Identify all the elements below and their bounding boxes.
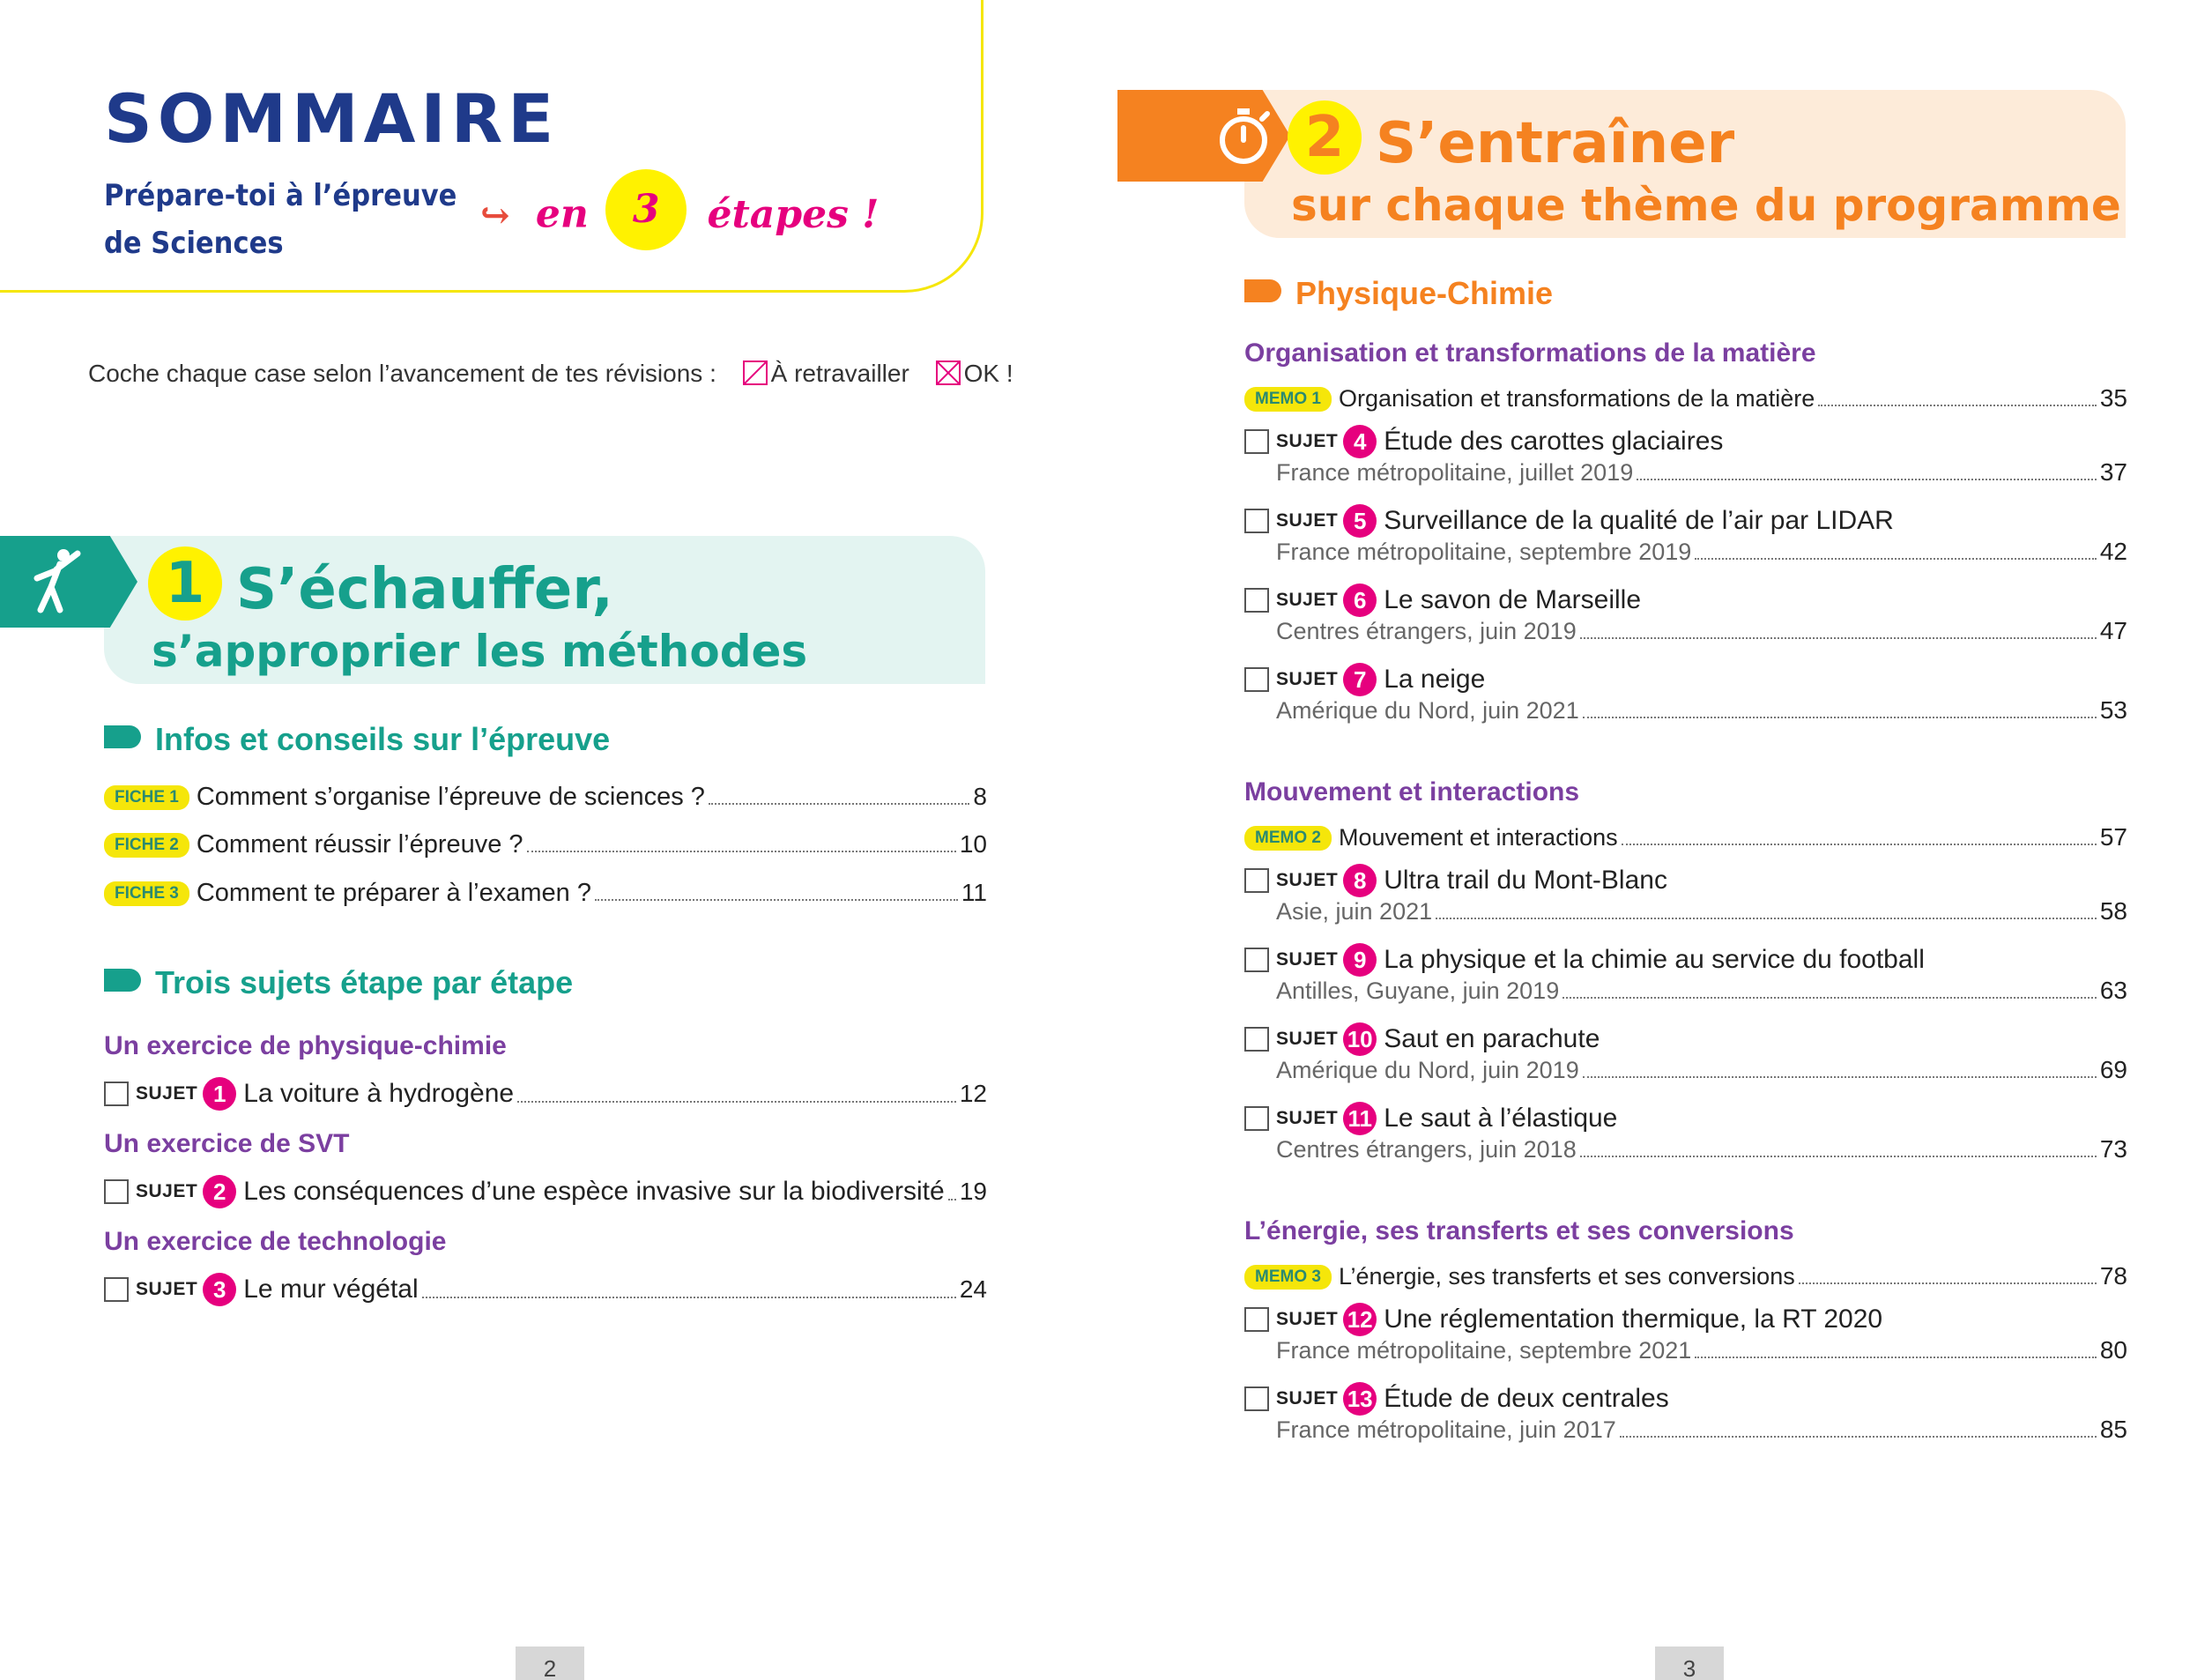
sujet-number: 4	[1343, 425, 1377, 458]
sujet-entry-11[interactable]	[1244, 1102, 2127, 1163]
stopwatch-icon	[1213, 105, 1274, 167]
legend-option1: À retravailler	[770, 360, 909, 387]
sujet-title-row	[1244, 1022, 2127, 1056]
sujet-checkbox[interactable]	[1244, 948, 1269, 972]
banner-title-line1: S’échauffer,	[236, 557, 613, 622]
sujet-number: 9	[1343, 943, 1377, 977]
subtitle	[104, 172, 474, 267]
memo-badge: MEMO 3	[1244, 1265, 1332, 1290]
sujet-label: SUJET	[1276, 510, 1339, 531]
page-number: 35	[2099, 384, 2127, 412]
sujet-checkbox[interactable]	[1244, 1307, 1269, 1332]
sujet-number: 3	[203, 1273, 236, 1306]
fiche-badge: FICHE 3	[104, 881, 189, 906]
section-infos-title	[104, 721, 610, 758]
sujet-entry-5[interactable]	[1244, 504, 2127, 566]
sujet-sub-row	[1244, 538, 2127, 566]
sujet-session: France métropolitaine, juillet 2019	[1276, 459, 1634, 486]
sujet-entry-13[interactable]	[1244, 1382, 2127, 1444]
sujet-entry-4[interactable]	[1244, 425, 2127, 487]
sujet-checkbox[interactable]	[1244, 429, 1269, 454]
sujet-sub-row	[1244, 458, 2127, 487]
dot-leader	[1622, 844, 2097, 845]
legend	[88, 360, 1013, 388]
memo-text: Organisation et transformations de la matière	[1338, 385, 1815, 412]
sujet-title: La neige	[1384, 665, 1486, 694]
page-number: 78	[2099, 1262, 2127, 1290]
fiche-badge: FICHE 1	[104, 785, 189, 810]
sujet-title-row	[1244, 584, 2127, 617]
sujet-entry-6[interactable]	[1244, 584, 2127, 645]
sujet-label: SUJET	[1276, 590, 1339, 610]
memo-badge: MEMO 1	[1244, 387, 1332, 412]
steps-prefix: en	[535, 191, 589, 237]
fiche-text: Comment s’organise l’épreuve de sciences ?	[196, 783, 705, 811]
sujet-title: Une réglementation thermique, la RT 2020	[1384, 1305, 1883, 1334]
curved-arrow-icon: ↪	[480, 194, 510, 236]
fiche-text: Comment te préparer à l’examen ?	[196, 879, 591, 907]
sujet-checkbox[interactable]	[104, 1277, 129, 1302]
dot-leader	[1637, 479, 2097, 480]
sujet-number: 10	[1343, 1022, 1377, 1056]
sujet-row-1[interactable]	[104, 1077, 987, 1111]
sujet-checkbox[interactable]	[104, 1082, 129, 1106]
dot-leader	[1563, 997, 2097, 999]
page-number: 8	[973, 783, 987, 810]
dot-leader	[1583, 717, 2097, 718]
dot-leader	[517, 1101, 956, 1103]
steps-number: 3	[605, 169, 687, 250]
sujet-entry-12[interactable]	[1244, 1303, 2127, 1364]
sujet-checkbox[interactable]	[1244, 588, 1269, 613]
page-number: 47	[2099, 617, 2127, 644]
section-physique-chimie-label: Physique-Chimie	[1295, 275, 1554, 311]
sujet-number: 2	[203, 1175, 236, 1208]
sujet-sub-row	[1244, 897, 2127, 925]
group-heading: Organisation et transformations de la matière	[1244, 338, 1816, 368]
sujet-label: SUJET	[1276, 949, 1339, 970]
sujet-title: Le saut à l’élastique	[1384, 1104, 1618, 1133]
page-number: 69	[2099, 1056, 2127, 1083]
page-number: 80	[2099, 1336, 2127, 1364]
page-number: 42	[2099, 538, 2127, 565]
sujet-title: Saut en parachute	[1384, 1024, 1600, 1053]
sujet-label: SUJET	[1276, 870, 1339, 890]
page-number: 24	[959, 1275, 987, 1303]
sujet-checkbox[interactable]	[1244, 667, 1269, 692]
page-number: 11	[961, 879, 987, 906]
section-physique-chimie-title	[1244, 275, 1553, 312]
fiche-text: Comment réussir l’épreuve ?	[196, 830, 523, 859]
sujet-label: SUJET	[136, 1279, 198, 1299]
memo-text: Mouvement et interactions	[1338, 824, 1618, 851]
banner-title-line2: s’approprier les méthodes	[152, 626, 808, 677]
sujet-title-row	[1244, 1102, 2127, 1135]
sujet-title: Ultra trail du Mont-Blanc	[1384, 866, 1667, 895]
sujet-title: Le mur végétal	[243, 1275, 419, 1304]
section-trois-sujets-label: Trois sujets étape par étape	[155, 964, 574, 1000]
page-number-footer: 3	[1655, 1647, 1724, 1680]
banner-number-1: 1	[148, 546, 222, 621]
sujet-number: 8	[1343, 864, 1377, 897]
sujet-number: 1	[203, 1077, 236, 1111]
sujet-number: 12	[1343, 1303, 1377, 1336]
page-number: 63	[2099, 977, 2127, 1004]
sujet-title: Surveillance de la qualité de l’air par LIDAR	[1384, 506, 1894, 535]
banner-title-line2: sur chaque thème du programme	[1291, 180, 2121, 231]
sujet-title-row	[1244, 663, 2127, 696]
page-number: 58	[2099, 897, 2127, 925]
sujet-label: SUJET	[1276, 431, 1339, 451]
right-page	[1106, 0, 2212, 1680]
sujet-row-3[interactable]	[104, 1273, 987, 1306]
checkbox-slash-icon	[743, 361, 768, 385]
fiche-row-3[interactable]	[104, 879, 987, 909]
sujet-sub-row	[1244, 696, 2127, 725]
sujet-entry-7[interactable]	[1244, 663, 2127, 725]
page-number: 53	[2099, 696, 2127, 724]
sujet-title: La voiture à hydrogène	[243, 1079, 515, 1108]
sujet-title-row	[1244, 1382, 2127, 1416]
sujet-title: Le savon de Marseille	[1384, 585, 1642, 614]
stretching-person-icon	[25, 546, 86, 617]
sujet-entry-8[interactable]	[1244, 864, 2127, 925]
dot-leader	[709, 803, 969, 805]
dot-leader	[595, 899, 958, 901]
dot-leader	[1580, 1156, 2097, 1157]
memo-text: L’énergie, ses transferts et ses conversions	[1338, 1263, 1795, 1290]
sujet-label: SUJET	[1276, 1108, 1339, 1128]
banner-number-2: 2	[1288, 100, 1362, 175]
dot-leader	[1583, 1076, 2097, 1078]
group-heading: L’énergie, ses transferts et ses conversions	[1244, 1216, 1794, 1245]
sujet-label: SUJET	[1276, 1309, 1339, 1329]
sujet-title-row	[1244, 1303, 2127, 1336]
page-number: 10	[959, 830, 987, 858]
fiche-row-1[interactable]	[104, 783, 987, 813]
sujet-title: Étude de deux centrales	[1384, 1384, 1669, 1413]
dot-leader	[1620, 1436, 2097, 1438]
group-heading: Un exercice de physique-chimie	[104, 1031, 507, 1060]
sujet-label: SUJET	[1276, 669, 1339, 689]
sujet-title-row	[1244, 425, 2127, 458]
fiche-row-2[interactable]	[104, 830, 987, 860]
sujet-sub-row	[1244, 1135, 2127, 1163]
sujet-label: SUJET	[1276, 1388, 1339, 1409]
memo-row-1[interactable]	[1244, 384, 2127, 414]
memo-badge: MEMO 2	[1244, 826, 1332, 851]
sujet-session: Centres étrangers, juin 2019	[1276, 618, 1577, 644]
sujet-checkbox[interactable]	[1244, 509, 1269, 533]
section-trois-sujets-title	[104, 964, 573, 1001]
sujet-session: France métropolitaine, juin 2017	[1276, 1416, 1616, 1443]
steps-tagline	[480, 176, 879, 257]
sujet-title-row	[1244, 504, 2127, 538]
sujet-number: 7	[1343, 663, 1377, 696]
sujet-checkbox[interactable]	[1244, 1106, 1269, 1131]
group-heading: Mouvement et interactions	[1244, 777, 1580, 807]
sujet-entry-9[interactable]	[1244, 943, 2127, 1005]
section-tag-icon	[104, 969, 141, 992]
dot-leader	[1818, 405, 2097, 406]
sujet-session: Centres étrangers, juin 2018	[1276, 1136, 1577, 1163]
dot-leader	[1695, 558, 2097, 560]
dot-leader	[422, 1297, 956, 1298]
dot-leader	[1799, 1282, 2097, 1284]
memo-row-3[interactable]	[1244, 1262, 2127, 1292]
banner-title-line1: S’entraîner	[1376, 111, 1735, 176]
sujet-row-2[interactable]	[104, 1175, 987, 1208]
sujet-title-row	[1244, 943, 2127, 977]
sujet-checkbox[interactable]	[104, 1179, 129, 1204]
sujet-label: SUJET	[1276, 1029, 1339, 1049]
page-number: 57	[2099, 823, 2127, 851]
sujet-session: Amérique du Nord, juin 2019	[1276, 1057, 1579, 1083]
dot-leader	[1580, 637, 2097, 639]
sujet-sub-row	[1244, 977, 2127, 1005]
subtitle-line1: Prépare-toi à l’épreuve	[104, 178, 457, 213]
sujet-session: France métropolitaine, septembre 2021	[1276, 1337, 1692, 1364]
sujet-sub-row	[1244, 617, 2127, 645]
sujet-label: SUJET	[136, 1083, 198, 1104]
sujet-number: 6	[1343, 584, 1377, 617]
subtitle-line2: de Sciences	[104, 226, 284, 261]
sujet-title: Les conséquences d’une espèce invasive sur la biodiversité	[243, 1177, 945, 1206]
sujet-session: France métropolitaine, septembre 2019	[1276, 539, 1692, 565]
page-number: 73	[2099, 1135, 2127, 1163]
page-title: SOMMAIRE	[104, 79, 560, 158]
sujet-session: Asie, juin 2021	[1276, 898, 1433, 925]
sujet-title: Étude des carottes glaciaires	[1384, 427, 1724, 456]
steps-suffix: étapes !	[707, 191, 880, 237]
sujet-number: 13	[1343, 1382, 1377, 1416]
dot-leader	[948, 1199, 956, 1201]
sujet-entry-10[interactable]	[1244, 1022, 2127, 1084]
page-number: 19	[959, 1178, 987, 1205]
page-number: 12	[959, 1080, 987, 1107]
fiche-badge: FICHE 2	[104, 833, 189, 858]
sujet-session: Antilles, Guyane, juin 2019	[1276, 978, 1560, 1004]
group-heading: Un exercice de technologie	[104, 1227, 447, 1256]
sujet-checkbox[interactable]	[1244, 1027, 1269, 1052]
sujet-label: SUJET	[136, 1181, 198, 1201]
sujet-number: 11	[1343, 1102, 1377, 1135]
memo-row-2[interactable]	[1244, 823, 2127, 853]
section-tag-icon	[104, 725, 141, 748]
banner-icon-tab	[1117, 90, 1290, 182]
group-heading: Un exercice de SVT	[104, 1129, 350, 1158]
sujet-title-row	[1244, 864, 2127, 897]
page-number: 85	[2099, 1416, 2127, 1443]
sujet-sub-row	[1244, 1416, 2127, 1444]
sujet-sub-row	[1244, 1336, 2127, 1364]
legend-text: Coche chaque case selon l’avancement de tes révisions :	[88, 360, 716, 387]
dot-leader	[1436, 918, 2097, 919]
sujet-sub-row	[1244, 1056, 2127, 1084]
sujet-session: Amérique du Nord, juin 2021	[1276, 697, 1579, 724]
sujet-checkbox[interactable]	[1244, 868, 1269, 893]
dot-leader	[527, 851, 956, 852]
legend-option2: OK !	[963, 360, 1013, 387]
checkbox-cross-icon	[936, 361, 961, 385]
sujet-number: 5	[1343, 504, 1377, 538]
sujet-checkbox[interactable]	[1244, 1386, 1269, 1411]
section-tag-icon	[1244, 279, 1281, 302]
section-infos-label: Infos et conseils sur l’épreuve	[155, 721, 611, 757]
page-number: 37	[2099, 458, 2127, 486]
sujet-title: La physique et la chimie au service du football	[1384, 945, 1925, 974]
page-number-footer: 2	[516, 1647, 584, 1680]
dot-leader	[1695, 1357, 2097, 1358]
banner-icon-tab	[0, 536, 137, 628]
